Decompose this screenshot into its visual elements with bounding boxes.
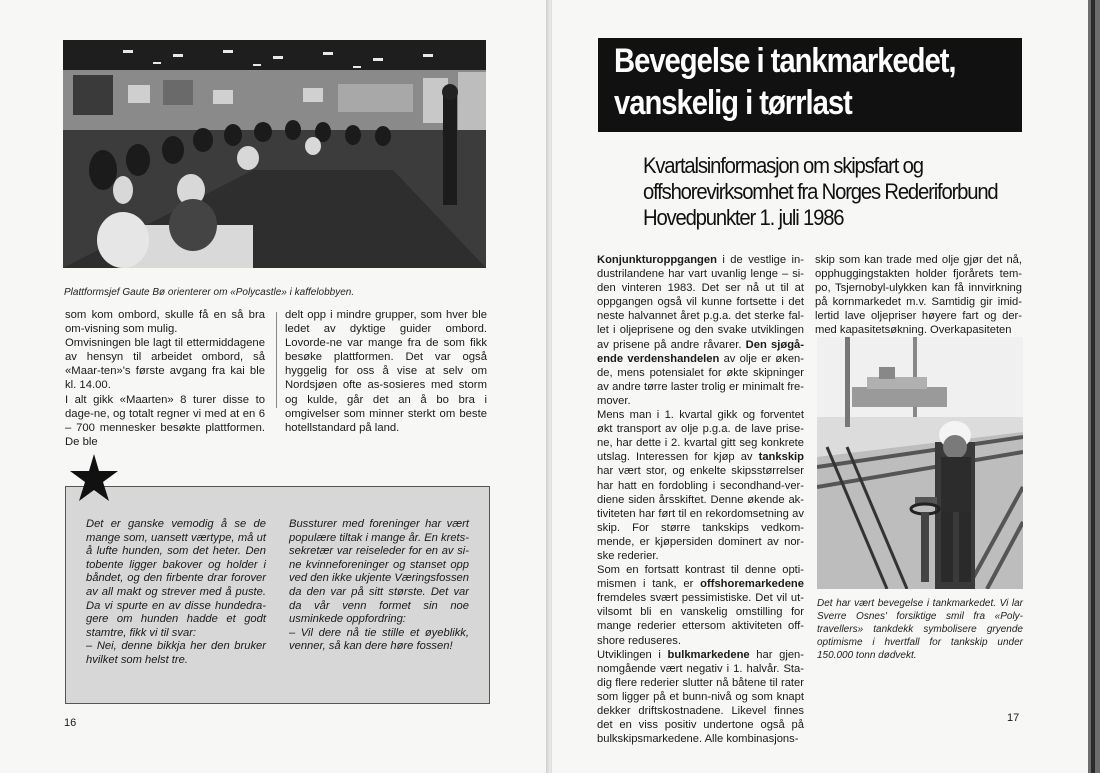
lobby-photo-caption: Plattformsjef Gaute Bø orienterer om «Polycastle» i kaffelobbyen. bbox=[64, 287, 355, 298]
text-run: Utviklingen i bbox=[597, 648, 668, 661]
keyword: Konjunkturoppgangen bbox=[597, 254, 717, 266]
book-edge bbox=[1088, 0, 1100, 773]
keyword: offshoremarkedene bbox=[700, 578, 804, 591]
paragraph: skip som kan trade med olje gjør det nå, opphuggingstakten holder fjorårets tem-po, Tsjernobyl-ulykken kan få innvirkning på kornmarkedet m.v. Samtidig gir imid-lertid lave oljepriser høyere fart og der-med kapasitetsøkning. Overkapasiteten bbox=[815, 254, 1022, 337]
subhead-line-3: Hovedpunkter 1. juli 1986 bbox=[643, 205, 844, 230]
paragraph: Omvisningen ble lagt til ettermiddagene av hensyn til arbeidet ombord, så «Maar-ten»'s første avgang fra kai ble kl. 14.00. bbox=[65, 337, 265, 392]
paragraph: delt opp i mindre grupper, som hver ble ledet av dyktige guider ombord. Lovorde-ne var mange fra de som fikk besøke plattformen. Det var også hyggelig for oss å vise at selv om Nordsjøen ofte as-sosieres med storm og kulde, går det an å bo bra i omgivelser som minner sterkt om beste hotellstandard på land. bbox=[285, 309, 487, 434]
paragraph bbox=[597, 563, 804, 648]
paragraph bbox=[597, 408, 804, 563]
anecdote-bus bbox=[289, 518, 469, 654]
keyword: tankskip bbox=[758, 451, 804, 464]
anecdote-bus-quote: – Vil dere nå tie stille et øyeblikk, venner, så kan dere høre fossen! bbox=[289, 626, 469, 653]
paragraph: I alt gikk «Maarten» 8 turer disse to dage-ne, og totalt regner vi med at en 6 – 700 mennesker besøkte plattformen. De ble bbox=[65, 393, 265, 448]
tanker-photo-caption: Det har vært bevegelse i tankmarkedet. Vi lar Sverre Osnes' forsiktige smil fra «Poly-travellers» tankdekk symbolisere gryende optimisme i hvertfall for tankskip under 150.000 tonn dødvekt. bbox=[817, 598, 1023, 661]
subheadline bbox=[643, 153, 1039, 231]
subhead-line-1: Kvartalsinformasjon om skipsfart og bbox=[643, 153, 923, 178]
headline-line-1: Bevegelse i tankmarkedet, bbox=[614, 42, 956, 80]
text-run: Som en fortsatt kontrast til denne opti-mismen i tank, er bbox=[597, 564, 804, 591]
paragraph bbox=[597, 253, 804, 408]
left-column-2 bbox=[285, 308, 487, 435]
star-icon bbox=[68, 452, 120, 504]
left-page bbox=[0, 0, 548, 773]
headline-banner bbox=[598, 38, 1022, 132]
paragraph bbox=[597, 648, 804, 747]
anecdote-dog bbox=[86, 518, 266, 668]
text-run: av olje er øken-de, mens potensialet for økte skipninger av andre tørre laster trolig er minimalt fre-mover. bbox=[597, 352, 804, 407]
anecdote-dog-quote: – Nei, denne bikkja her den bruker hvilket som helst tre. bbox=[86, 640, 266, 666]
page-number-right: 17 bbox=[1007, 712, 1020, 724]
right-column-1 bbox=[597, 253, 804, 746]
keyword: bulkmarkedene bbox=[667, 648, 750, 661]
text-run: fremdeles svært pessimistiske. Det vil ut-vilsomt bli en vanskelig omstilling for mange rederier ettersom aktiviteten off-shore reduseres. bbox=[597, 592, 804, 647]
right-column-2 bbox=[815, 253, 1022, 338]
keyword: Den sjøgå-ende verdenshandelen bbox=[597, 338, 804, 365]
left-column-1 bbox=[65, 308, 265, 449]
text-run: Mens man i 1. kvartal gikk og forventet økt transport av olje p.g.a. de lave prise-ne, har dette i 2. kvartal gitt seg konkrete utslag. Interessen for kjøp av bbox=[597, 409, 804, 464]
column-rule bbox=[276, 312, 277, 408]
text-run: i de vestlige in-dustrilandene har vart uvanlig lenge – si-den vinteren 1983. Det ser nå ut til at oppgangen også vil kunne fortsette i det neste halvannet året p.g.a. det sterke fal-let i oljeprisene og den svake utviklingen av prisene på andre råvarer. bbox=[597, 254, 804, 351]
text-run: har gjen-nomgående vært negativ i 1. halvår. Sta-dig flere rederier slutter nå båtene til rater som ligger på et bunn-nivå og som knapt dekker driftskostnadene. Likevel finnes det en viss positiv undertone også på bulkskipsmarkedene. Alle kombinasjons- bbox=[597, 648, 805, 746]
subhead-line-2: offshorevirksomhet fra Norges Rederiforbund bbox=[643, 179, 998, 204]
tanker-deck-photo bbox=[817, 337, 1023, 589]
headline-line-2: vanskelig i tørrlast bbox=[614, 84, 852, 122]
text-run: har vært stor, og enkelte skipsstørrelser har hatt en fordobling i secondhand-ver-diene siden årsskiftet. Denne økende ak-tiviteten har ført til en rekordomsetning av skip. For større tankskips vedkom-mende, er kjøpersiden dominert av nor-ske rederier. bbox=[597, 465, 804, 562]
lobby-photo bbox=[63, 40, 486, 268]
anecdote-dog-text: Det er ganske vemodig å se de mange som, uansett værtype, må ut å lufte hunden, som det heter. Den tobente ligger bakover og holder i båndet, og den firbente drar forover av all makt og strever med å puste. Da vi spurte en av disse hundedra-gere om hunden hadde et godt stamtre, fikk vi til svar: bbox=[86, 518, 266, 639]
page-number-left: 16 bbox=[64, 717, 77, 729]
paragraph: som kom ombord, skulle få en så bra om-visning som mulig. bbox=[65, 309, 265, 336]
anecdote-bus-text: Bussturer med foreninger har vært populære tiltak i mange år. En krets-sekretær var reiseleder for en av si-ne kvinneforeninger og stanset opp ved den ikke ukjente Væringsfossen da den var på sitt største. Det var da vår venn formet sin noe usminkede oppfordring: bbox=[289, 518, 469, 626]
